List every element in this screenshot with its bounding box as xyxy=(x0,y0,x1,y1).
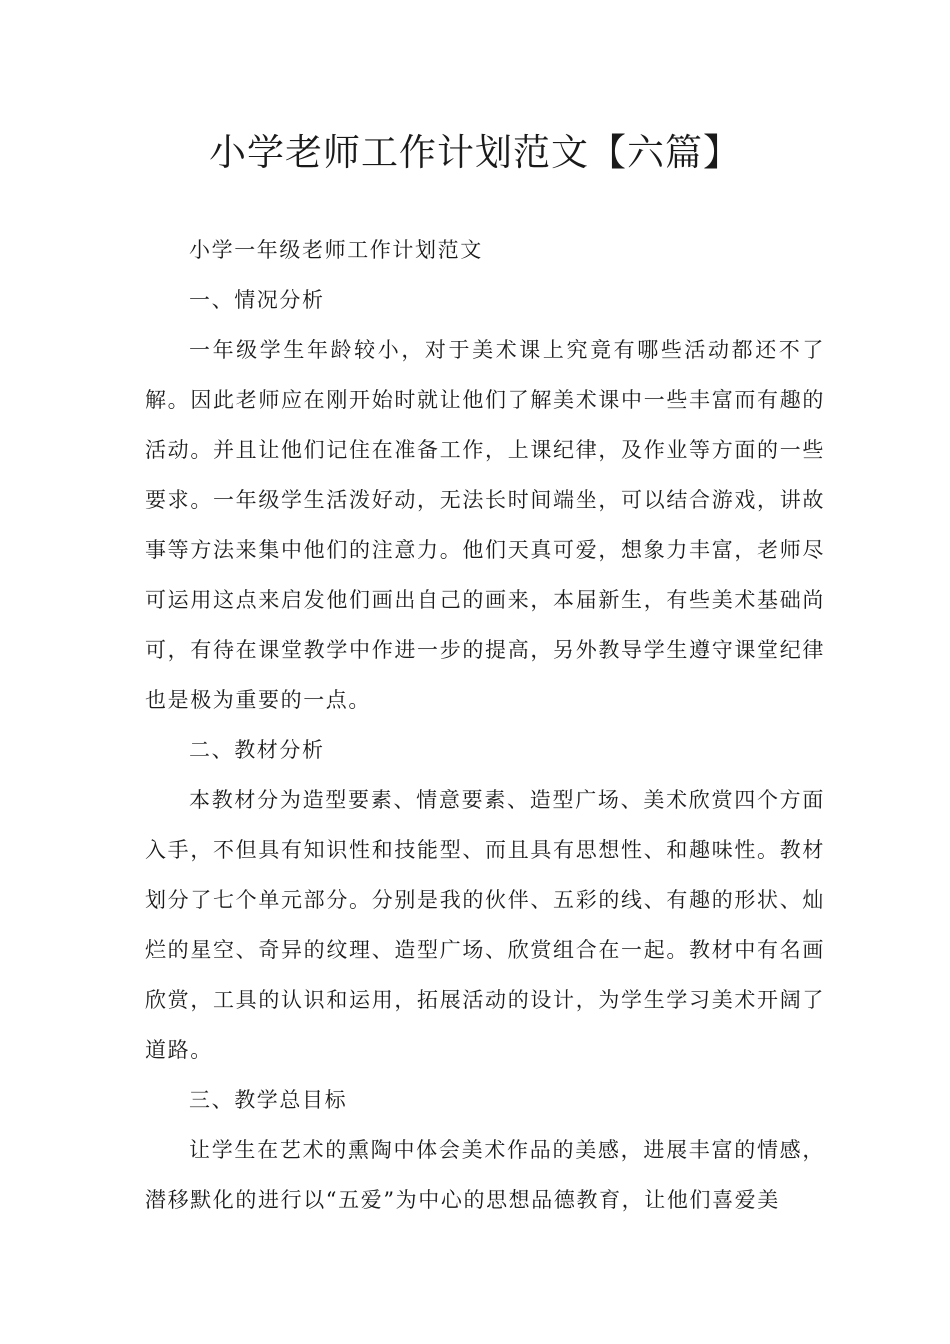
section-heading: 三、教学总目标 xyxy=(189,1088,348,1112)
document-title: 小学老师工作计划范文【六篇】 xyxy=(209,131,741,174)
section-heading: 二、教材分析 xyxy=(189,738,325,762)
body-paragraph: 让学生在艺术的熏陶中体会美术作品的美感，进展丰富的情感，潜移默化的进行以“五爱”为中心的思想品德教育，让他们喜爱美 xyxy=(145,1138,825,1212)
section-heading: 小学一年级老师工作计划范文 xyxy=(189,238,483,262)
body-paragraph: 本教材分为造型要素、情意要素、造型广场、美术欣赏四个方面入手，不但具有知识性和技能型、而且具有思想性、和趣味性。教材划分了七个单元部分。分别是我的伙伴、五彩的线、有趣的形状、灿烂的星空、奇异的纹理、造型广场、欣赏组合在一起。教材中有名画欣赏，工具的认识和运用，拓展活动的设计，为学生学习美术开阔了道路。 xyxy=(145,788,825,1062)
document-body xyxy=(145,225,825,1225)
body-paragraph: 一年级学生年龄较小，对于美术课上究竟有哪些活动都还不了解。因此老师应在刚开始时就让他们了解美术课中一些丰富而有趣的活动。并且让他们记住在准备工作，上课纪律，及作业等方面的一些要求。一年级学生活泼好动，无法长时间端坐，可以结合游戏，讲故事等方法来集中他们的注意力。他们天真可爱，想象力丰富，老师尽可运用这点来启发他们画出自己的画来，本届新生，有些美术基础尚可，有待在课堂教学中作进一步的提高，另外教导学生遵守课堂纪律也是极为重要的一点。 xyxy=(145,338,825,712)
section-heading: 一、情况分析 xyxy=(189,288,325,312)
